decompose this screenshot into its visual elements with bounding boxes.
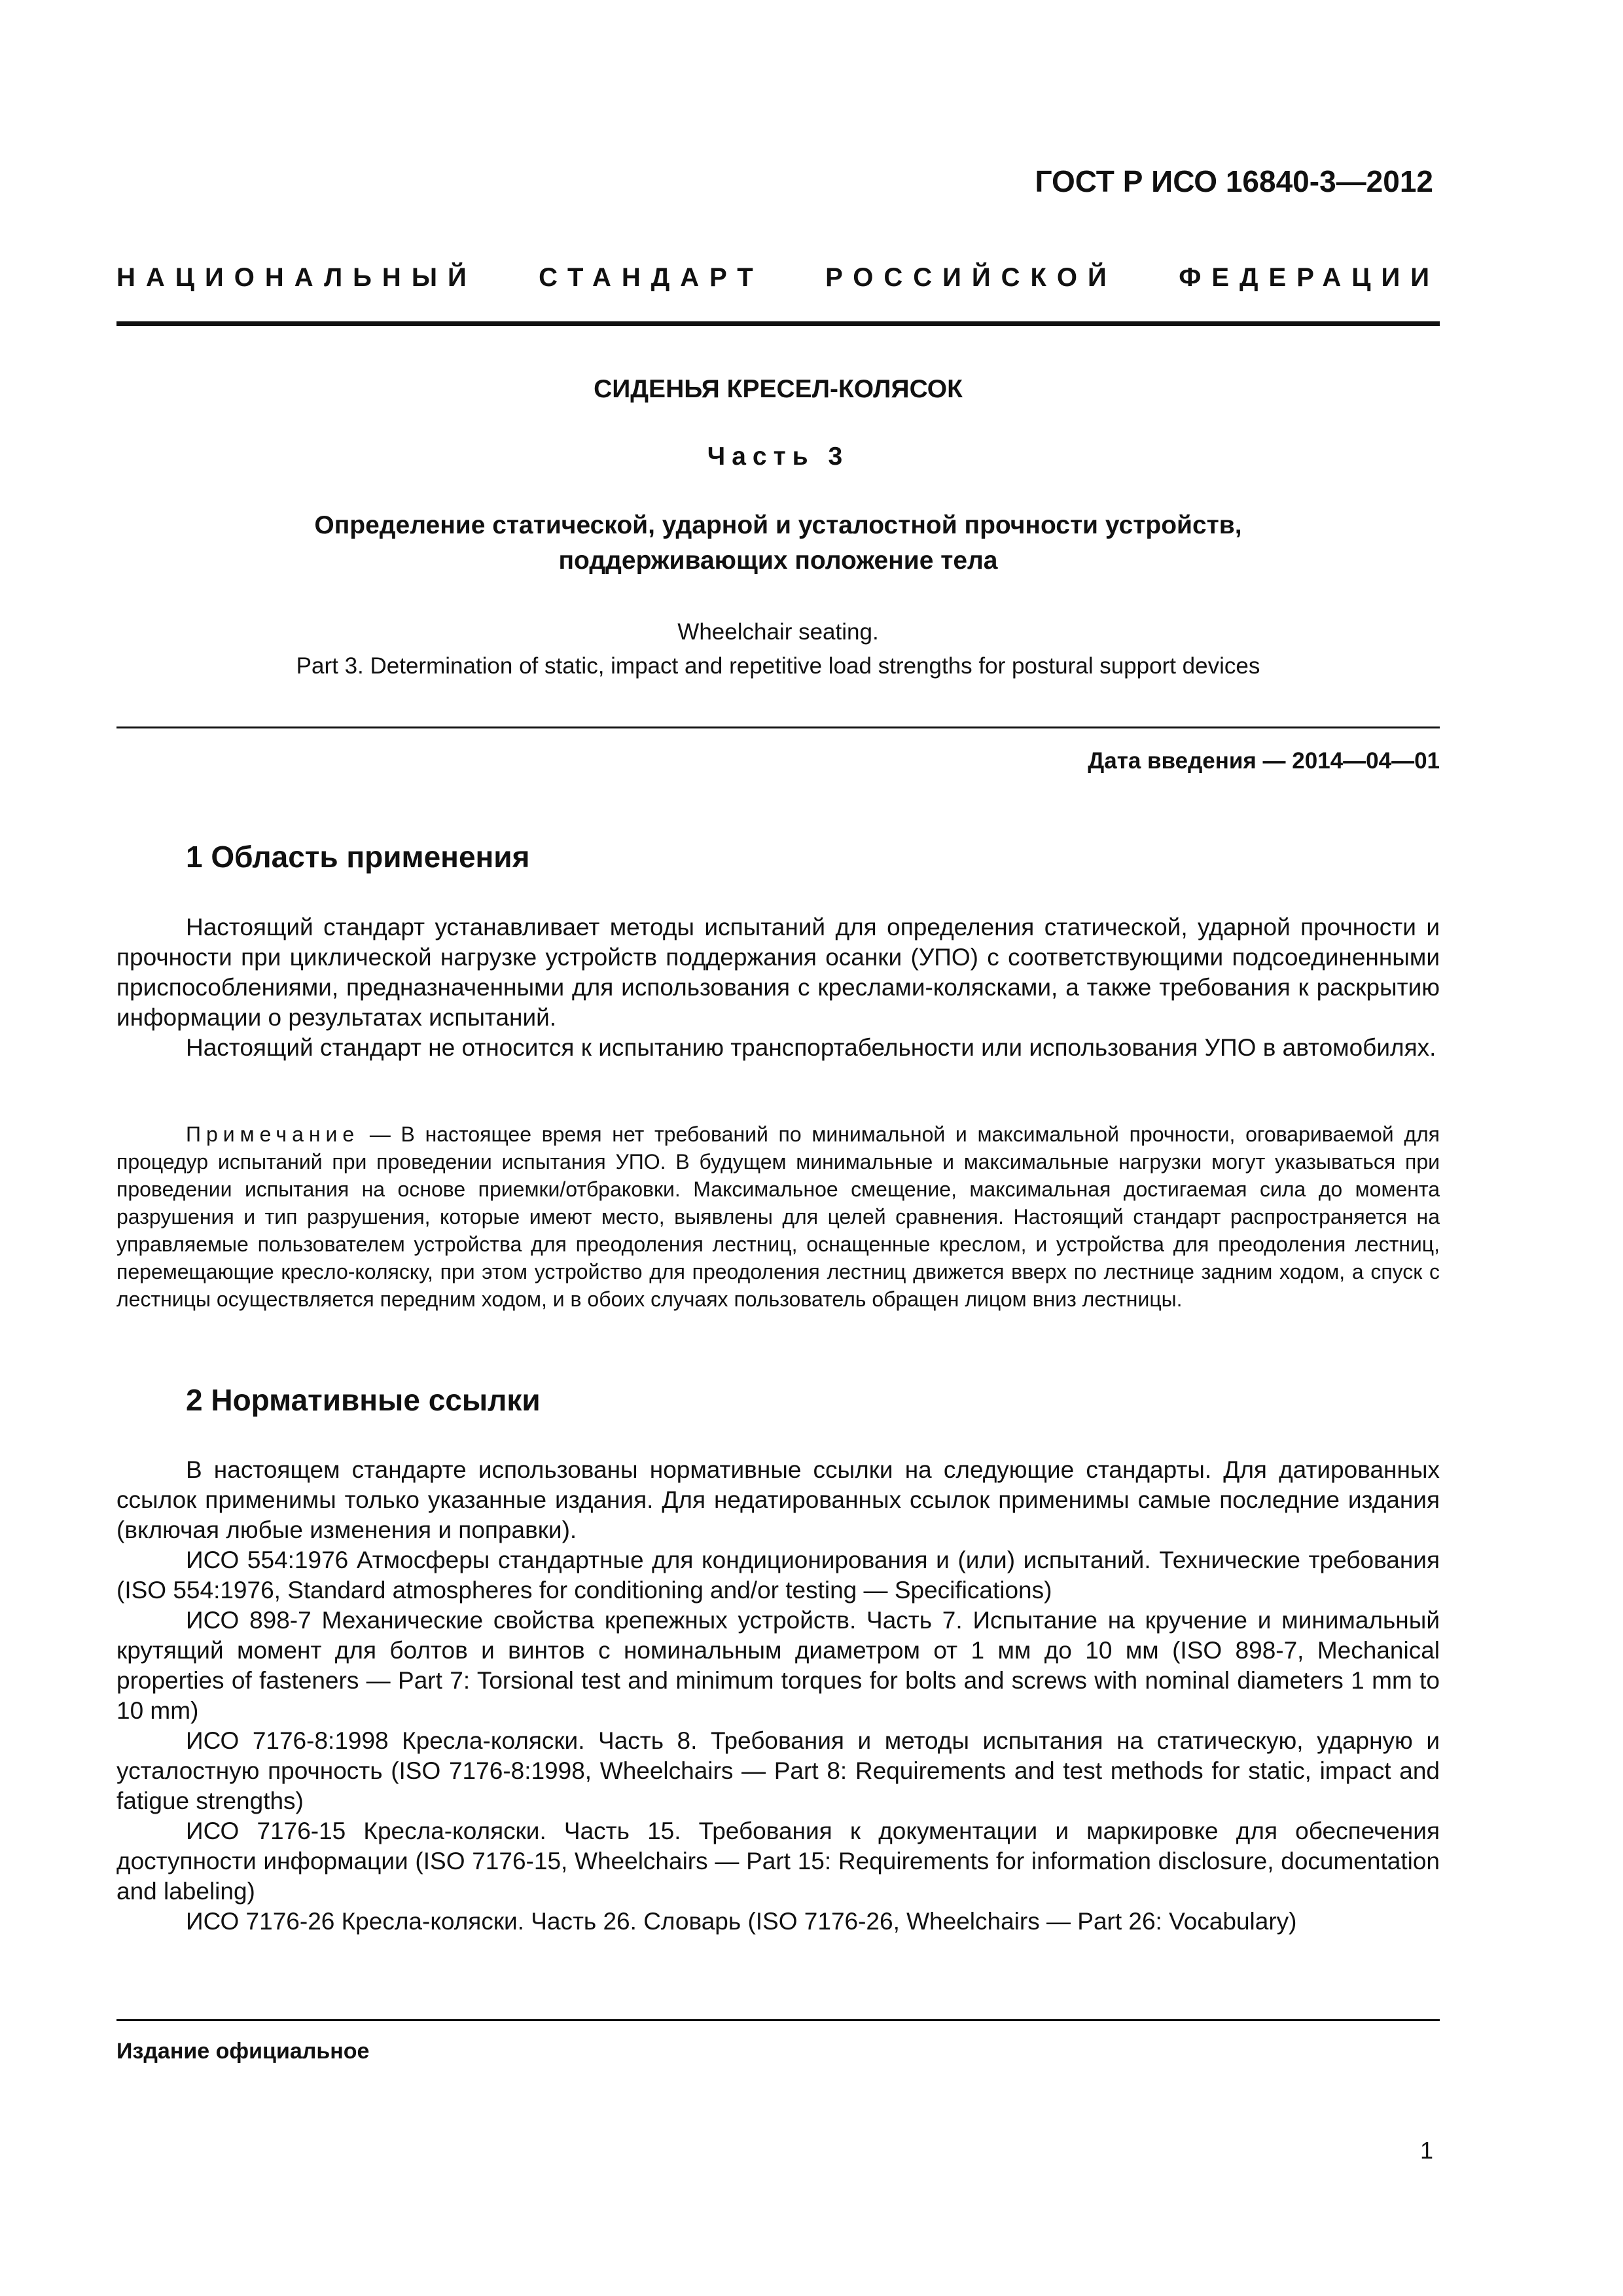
introduction-date: Дата введения — 2014—04—01 <box>1088 748 1440 774</box>
banner-word: СТАНДАРТ <box>539 263 764 292</box>
note <box>116 1121 1440 1313</box>
reference-item: ИСО 554:1976 Атмосферы стандартные для кондиционирования и (или) испытаний. Технические требования (ISO 554:1976, Standard atmospheres for conditioning and/or testing — Specifications) <box>116 1547 1440 1604</box>
reference-item: ИСО 898-7 Механические свойства крепежных устройств. Часть 7. Испытание на кручение и минимальный крутящий момент для болтов и винтов с номинальным диаметром от 1 мм до 10 мм (ISO 898-7, Mechanical properties of fasteners — Part 7: Torsional test and minimum torques for bolts and screws with nominal diameters 1 mm to 10 mm) <box>116 1607 1440 1724</box>
subtitle-line: Определение статической, ударной и усталостной прочности устройств, <box>314 511 1242 539</box>
section-2-body <box>116 1455 1440 1937</box>
banner-word: ФЕДЕРАЦИИ <box>1179 263 1440 292</box>
part-label: Часть 3 <box>707 442 849 471</box>
section-1-heading: 1 Область применения <box>186 840 530 874</box>
banner-word: НАЦИОНАЛЬНЫЙ <box>116 263 477 292</box>
subtitle-line: поддерживающих положение тела <box>558 547 998 575</box>
paragraph: В настоящем стандарте использованы нормативные ссылки на следующие стандарты. Для датированных ссылок применимы только указанные издания. Для недатированных ссылок применимы самые последние издания (включая любые изменения и поправки). <box>116 1456 1440 1543</box>
english-title <box>116 615 1440 683</box>
title-divider <box>116 726 1440 728</box>
note-text: — В настоящее время нет требований по минимальной и максимальной прочности, оговариваемой для процедур испытаний при проведении испытания УПО. В будущем минимальные и максимальные нагрузки могут указываться при проведении испытания на основе приемки/отбраковки. Максимальное смещение, максимальная достигаемая сила до момента разрушения и тип разрушения, которые имеют место, выявлены для целей сравнения. Настоящий стандарт распространяется на управляемые пользователем устройства для преодоления лестниц, оснащенные креслом, и устройства для преодоления лестниц, перемещающие кресло-коляску, при этом устройство для преодоления лестниц движется вверх по лестнице задним ходом, а спуск с лестницы осуществляется передним ходом, и в обоих случаях пользователь обращен лицом вниз лестницы. <box>116 1122 1440 1311</box>
footer-divider <box>116 2019 1440 2021</box>
document-title: СИДЕНЬЯ КРЕСЕЛ-КОЛЯСОК <box>594 375 963 403</box>
english-title-line: Part 3. Determination of static, impact and repetitive load strengths for postural support devices <box>296 653 1260 679</box>
header-divider <box>116 321 1440 326</box>
official-edition-label: Издание официальное <box>116 2039 370 2064</box>
paragraph: Настоящий стандарт не относится к испытанию транспортабельности или использования УПО в автомобилях. <box>186 1034 1436 1061</box>
national-standard-banner <box>116 263 1440 293</box>
note-label: Примечание <box>186 1122 360 1146</box>
banner-word: РОССИЙСКОЙ <box>825 263 1117 292</box>
reference-item: ИСО 7176-8:1998 Кресла-коляски. Часть 8. Требования и методы испытания на статическую, ударную и усталостную прочность (ISO 7176-8:1998, Wheelchairs — Part 8: Requirements and test methods for static, impact and fatigue strengths) <box>116 1727 1440 1814</box>
document-code: ГОСТ Р ИСО 16840-3—2012 <box>1035 164 1433 198</box>
english-title-line: Wheelchair seating. <box>677 619 879 645</box>
section-2-heading: 2 Нормативные ссылки <box>186 1383 541 1417</box>
section-1-body <box>116 912 1440 1063</box>
document-subtitle <box>116 508 1440 579</box>
reference-item: ИСО 7176-15 Кресла-коляски. Часть 15. Требования к документации и маркировке для обеспечения доступности информации (ISO 7176-15, Wheelchairs — Part 15: Requirements for information disclosure, documentation and labeling) <box>116 1818 1440 1905</box>
reference-item: ИСО 7176-26 Кресла-коляски. Часть 26. Словарь (ISO 7176-26, Wheelchairs — Part 26: Vocabulary) <box>186 1908 1297 1935</box>
page-number: 1 <box>1419 2137 1433 2164</box>
paragraph: Настоящий стандарт устанавливает методы испытаний для определения статической, ударной прочности и прочности при циклической нагрузке устройств поддержания осанки (УПО) с соответствующими подсоединенными приспособлениями, предназначенными для использования с креслами-колясками, а также требования к раскрытию информации о результатах испытаний. <box>116 914 1440 1031</box>
